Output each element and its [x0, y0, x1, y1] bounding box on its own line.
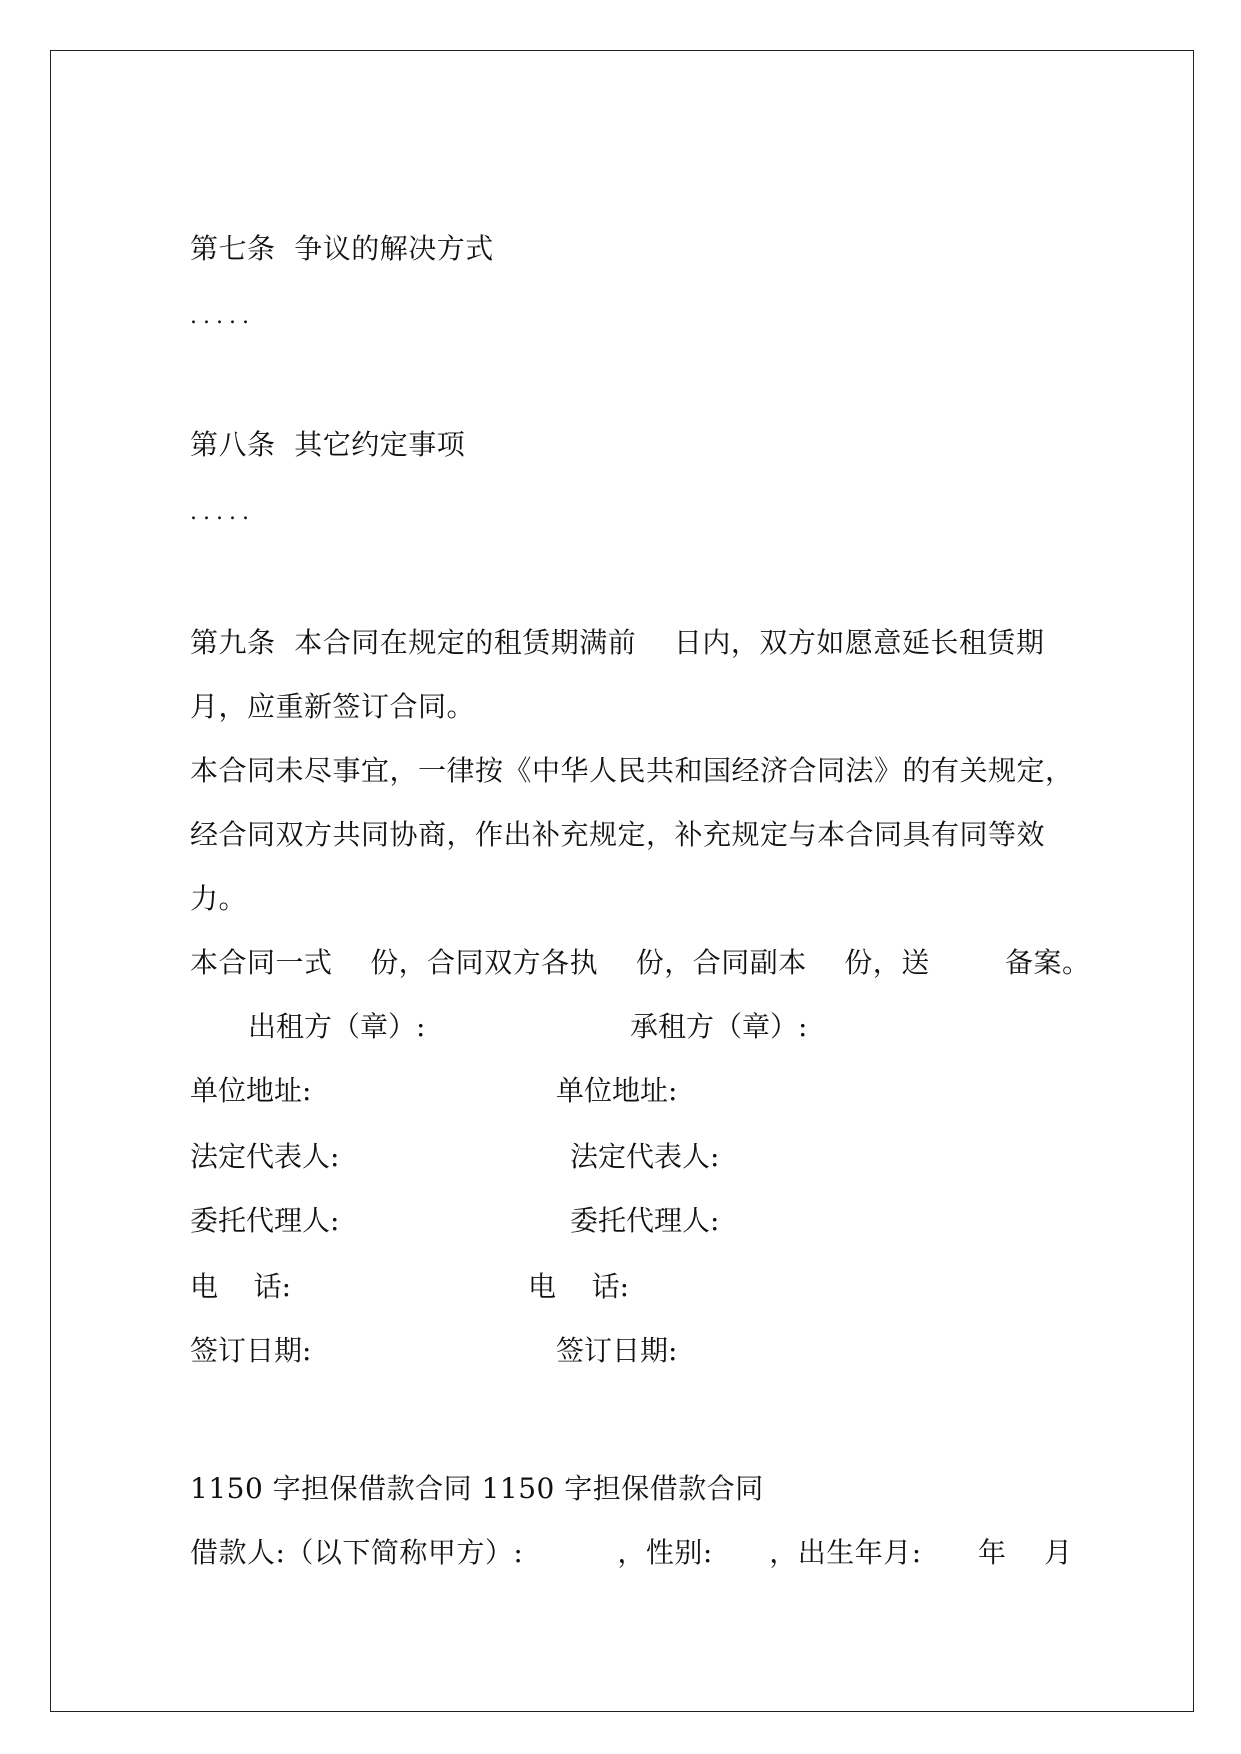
article-8-ellipsis: .....	[190, 500, 255, 525]
lessor-agent-label: 委托代理人:	[190, 1204, 340, 1237]
unresolved-clause-line-1: 本合同未尽事宜，一律按《中华人民共和国经济合同法》的有关规定，	[190, 754, 1074, 787]
lessor-phone-label: 电 话:	[190, 1270, 292, 1303]
next-contract-title: 1150 字担保借款合同 1150 字担保借款合同	[190, 1472, 764, 1505]
borrower-info-line: 借款人:（以下简称甲方）: ，性别: ，出生年月: 年 月	[190, 1536, 1073, 1569]
lessee-phone-label: 电 话:	[528, 1270, 630, 1303]
unresolved-clause-line-3: 力。	[190, 882, 248, 915]
article-7-heading: 第七条 争议的解决方式	[190, 232, 494, 265]
lessee-date-label: 签订日期:	[556, 1334, 678, 1367]
lessor-seal-label: 出租方（章）:	[248, 1010, 426, 1043]
copies-clause: 本合同一式 份，合同双方各执 份，合同副本 份，送 备案。	[190, 946, 1091, 979]
article-8-heading: 第八条 其它约定事项	[190, 428, 466, 461]
lessor-legal-rep-label: 法定代表人:	[190, 1140, 340, 1173]
lessee-legal-rep-label: 法定代表人:	[570, 1140, 720, 1173]
article-7-ellipsis: .....	[190, 304, 255, 329]
article-9-line-2: 月，应重新签订合同。	[190, 690, 476, 723]
lessee-agent-label: 委托代理人:	[570, 1204, 720, 1237]
lessor-date-label: 签订日期:	[190, 1334, 312, 1367]
unresolved-clause-line-2: 经合同双方共同协商，作出补充规定，补充规定与本合同具有同等效	[190, 818, 1046, 851]
lessee-address-label: 单位地址:	[556, 1074, 678, 1107]
article-9-line-1: 第九条 本合同在规定的租赁期满前 日内，双方如愿意延长租赁期	[190, 626, 1045, 659]
lessee-seal-label: 承租方（章）:	[630, 1010, 808, 1043]
lessor-address-label: 单位地址:	[190, 1074, 312, 1107]
